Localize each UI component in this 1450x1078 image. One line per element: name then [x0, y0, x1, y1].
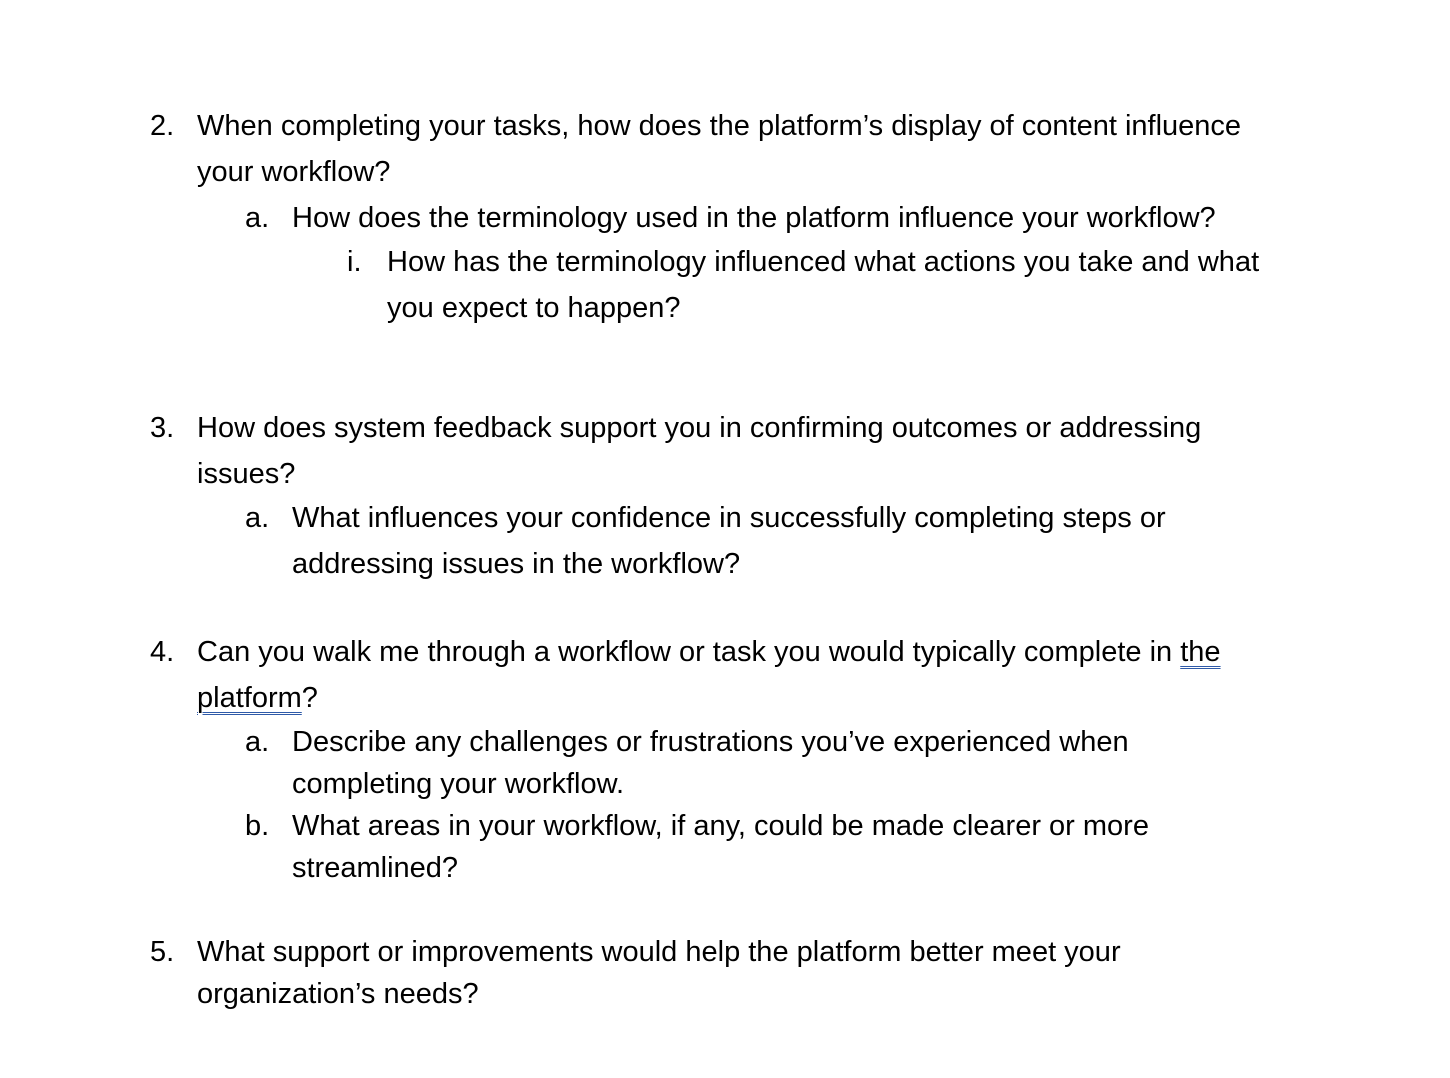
subquestion-text: completing your workflow.	[292, 768, 625, 800]
question-text: issues?	[197, 458, 296, 490]
subquestion-label: a.	[245, 726, 270, 758]
subquestion-text: Describe any challenges or frustrations you’ve experienced when	[292, 726, 1129, 758]
question-text: organization’s needs?	[197, 978, 479, 1010]
subquestion-text: streamlined?	[292, 852, 459, 884]
subquestion-text: you expect to happen?	[387, 292, 681, 324]
subquestion-label: b.	[245, 810, 270, 842]
subquestion-text: addressing issues in the workflow?	[292, 548, 741, 580]
question-text: How does system feedback support you in confirming outcomes or addressing	[197, 412, 1202, 444]
subquestion-text: What influences your confidence in successfully completing steps or	[292, 502, 1166, 534]
question-text: What support or improvements would help the platform better meet your	[197, 936, 1121, 968]
question-text-plain: Can you walk me through a workflow or task you would typically complete in	[197, 636, 1181, 668]
question-text-plain: ?	[301, 682, 318, 714]
question-number: 5.	[150, 936, 175, 968]
subquestion-label: a.	[245, 502, 270, 534]
question-text	[197, 638, 1221, 667]
question-text: your workflow?	[197, 156, 391, 188]
subquestion-label: i.	[347, 246, 362, 278]
subquestion-text: How has the terminology influenced what actions you take and what	[387, 246, 1260, 278]
spelling-flag-underline[interactable]: the	[1180, 636, 1221, 668]
question-number: 4.	[150, 636, 175, 668]
question-text	[197, 684, 318, 713]
spelling-flag-underline[interactable]: platform	[197, 682, 302, 714]
question-text: When completing your tasks, how does the platform’s display of content influence	[197, 110, 1242, 142]
question-number: 3.	[150, 412, 175, 444]
subquestion-text: What areas in your workflow, if any, could be made clearer or more	[292, 810, 1149, 842]
subquestion-label: a.	[245, 202, 270, 234]
subquestion-text: How does the terminology used in the platform influence your workflow?	[292, 202, 1216, 234]
question-number: 2.	[150, 110, 175, 142]
